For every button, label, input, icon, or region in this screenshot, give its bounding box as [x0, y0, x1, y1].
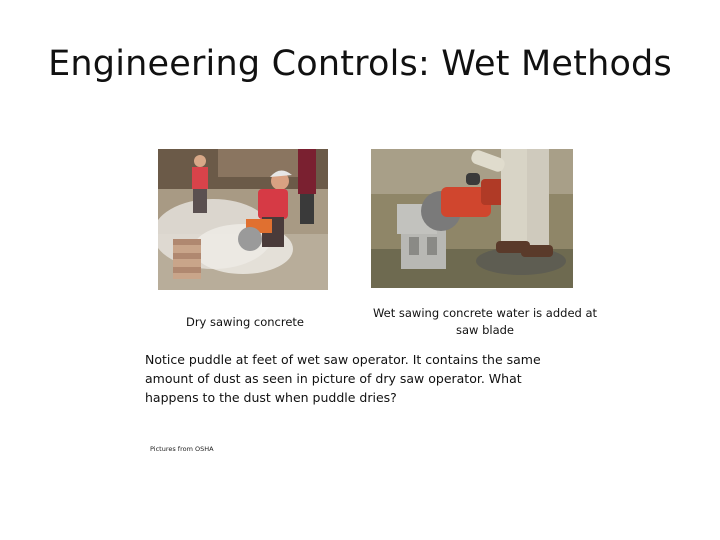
notice-paragraph: Notice puddle at feet of wet saw operator. It contains the same amount of dust as seen in picture of dry saw operator. What happens to the dust when puddle dries?	[145, 352, 541, 405]
photo-credit: Pictures from OSHA	[150, 445, 214, 453]
wet-sawing-photo	[371, 149, 573, 288]
wet-sawing-caption: Wet sawing concrete water is added at saw blade	[372, 306, 598, 337]
slide-title: Engineering Controls: Wet Methods	[48, 44, 672, 84]
dry-sawing-caption: Dry sawing concrete	[185, 315, 305, 329]
dry-sawing-photo	[158, 149, 328, 290]
